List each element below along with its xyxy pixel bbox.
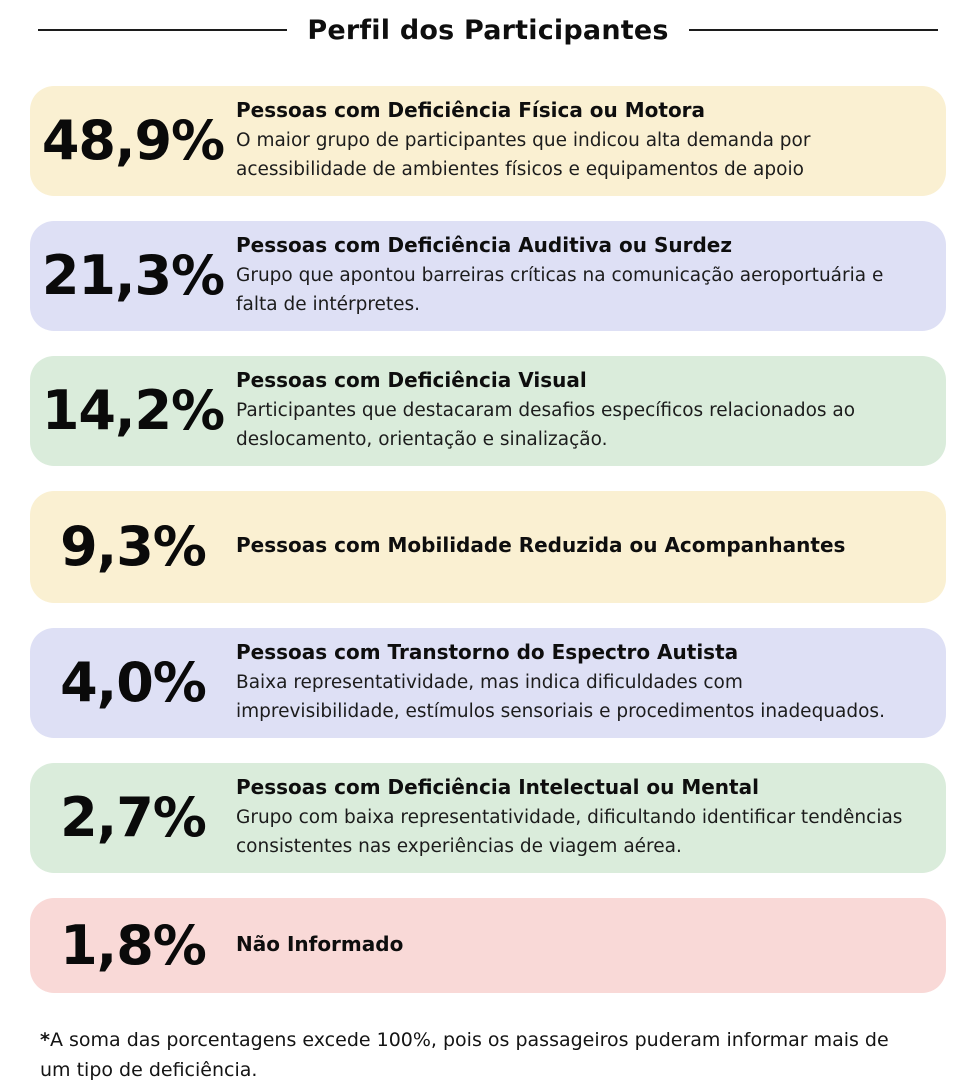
stat-card [30,491,946,603]
category-title: Pessoas com Deficiência Auditiva ou Surdez [236,233,732,257]
category-title: Pessoas com Mobilidade Reduzida ou Acompanhantes [236,533,846,557]
percentage-value: 21,3% [41,244,225,307]
percentage-value: 48,9% [41,109,225,172]
category-description: Baixa representatividade, mas indica dificuldades com imprevisibilidade, estímulos sensoriais e procedimentos inadequados. [236,672,885,722]
stat-card-text [236,640,912,726]
page-header [38,10,938,50]
footnote [40,1025,916,1085]
stat-card-text [236,98,912,184]
footnote-asterisk: * [40,1029,50,1051]
stat-card [30,356,946,466]
percentage-value: 2,7% [60,786,206,849]
category-title: Pessoas com Deficiência Física ou Motora [236,98,706,122]
stat-card-text [236,533,912,561]
stat-card [30,763,946,873]
category-description: Grupo que apontou barreiras críticas na comunicação aeroportuária e falta de intérpretes. [236,265,884,315]
percentage-value: 4,0% [60,651,206,714]
title-rule-right [689,29,938,31]
footnote-text: A soma das porcentagens excede 100%, pois os passageiros puderam informar mais de um tipo de deficiência. [40,1029,889,1081]
stat-card [30,221,946,331]
stat-card [30,628,946,738]
category-title: Pessoas com Deficiência Visual [236,368,587,392]
stat-card-text [236,368,912,454]
category-title: Não Informado [236,931,404,956]
stat-card [30,898,946,993]
category-description: O maior grupo de participantes que indicou alta demanda por acessibilidade de ambientes físicos e equipamentos de apoio [236,130,811,180]
stat-cards-list [30,86,946,993]
stat-card-text [236,233,912,319]
category-title: Pessoas com Deficiência Intelectual ou Mental [236,775,759,799]
percentage-value: 14,2% [41,379,225,442]
page-title: Perfil dos Participantes [307,14,669,46]
percentage-value: 9,3% [60,515,206,578]
stat-card-text [236,932,912,960]
category-title: Pessoas com Transtorno do Espectro Autista [236,640,739,664]
category-description: Participantes que destacaram desafios específicos relacionados ao deslocamento, orientação e sinalização. [236,400,856,450]
percentage-value: 1,8% [60,913,206,977]
title-rule-left [38,29,287,31]
stat-card [30,86,946,196]
category-description: Grupo com baixa representatividade, dificultando identificar tendências consistentes nas experiências de viagem aérea. [236,807,903,857]
stat-card-text [236,775,912,861]
